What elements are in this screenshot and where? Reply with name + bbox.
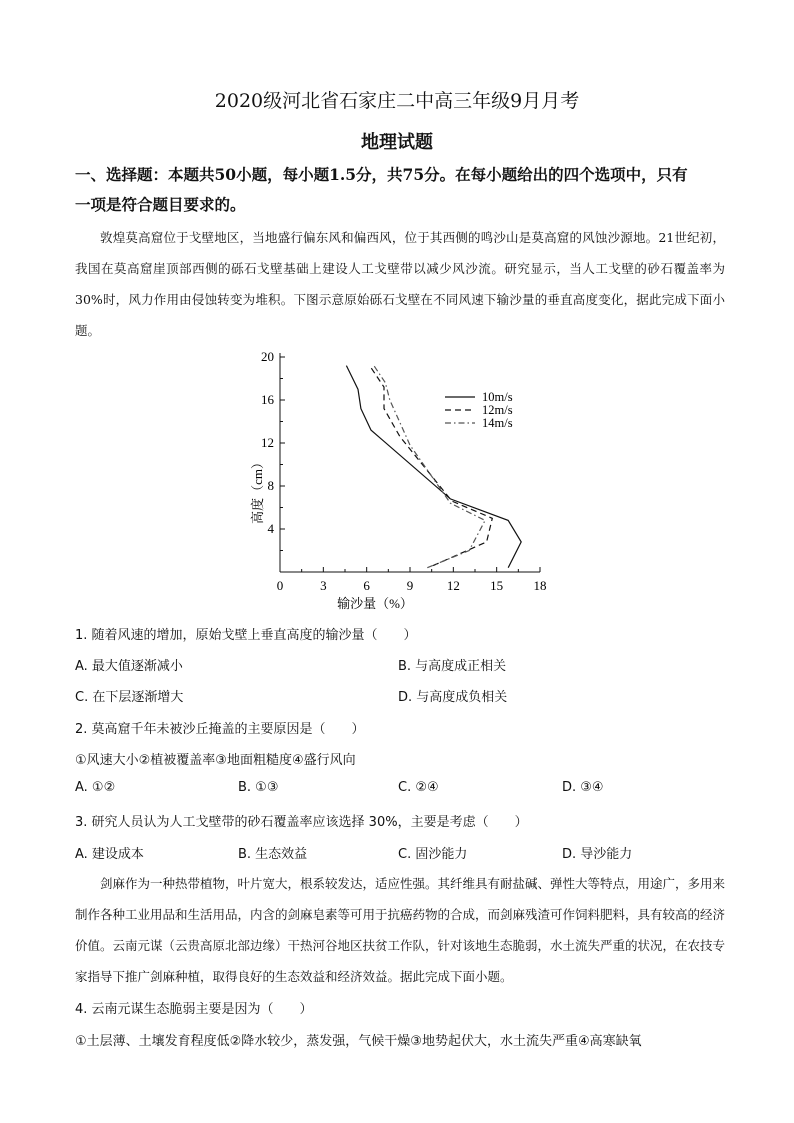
legend-label: 12m/s	[482, 403, 513, 417]
q1-option-b[interactable]: B. 与高度成正相关	[398, 659, 507, 674]
q3-option-c[interactable]: C. 固沙能力	[398, 847, 468, 862]
x-tick-label: 15	[490, 578, 504, 593]
question-2-stem: 2. 莫高窟千年未被沙丘掩盖的主要原因是（ ）	[75, 722, 365, 737]
x-tick-label: 6	[363, 578, 370, 593]
y-tick-label: 20	[261, 349, 274, 364]
x-tick-label: 9	[406, 578, 414, 593]
y-tick-label: 8	[267, 478, 274, 493]
series-line-14m-per-s	[374, 366, 485, 568]
q3-option-b[interactable]: B. 生态效益	[238, 847, 308, 862]
x-tick-label: 0	[276, 578, 284, 593]
page-title: 2020级河北省石家庄二中高三年级9月月考	[214, 90, 580, 112]
y-axis-label: 高度（cm）	[250, 456, 265, 524]
y-tick-label: 12	[261, 435, 274, 450]
chart-legend	[445, 390, 513, 430]
y-tick-label: 16	[261, 392, 274, 407]
x-tick-label: 18	[533, 578, 547, 593]
x-tick-label: 12	[446, 578, 460, 593]
q3-option-d[interactable]: D. 导沙能力	[562, 847, 633, 862]
legend-label: 10m/s	[482, 390, 513, 404]
passage-2: 剑麻作为一种热带植物，叶片宽大，根系较发达，适应性强。其纤维具有耐盐碱、弹性大等特点，用途广，多用来制作各种工业用品和生活用品，内含的剑麻皂素等可用于抗癌药物的合成，而剑麻残渣可作饲料肥料，具有较高的经济价值。云南元谋（云贵高原北部边缘）干热河谷地区扶贫工作队，针对该地生态脆弱，水土流失严重的状况，在农技专家指导下推广剑麻种植，取得良好的生态效益和经济效益。据此完成下面小题。	[75, 876, 726, 984]
question-4-items: ①土层薄、土壤发育程度低②降水较少，蒸发强，气候干燥③地势起伏大，水土流失严重④高寒缺氧	[75, 1034, 642, 1049]
y-tick-label: 4	[267, 521, 274, 536]
q3-option-a[interactable]: A. 建设成本	[75, 847, 144, 862]
q2-option-a[interactable]: A. ①②	[75, 780, 116, 795]
passage-1: 敦煌莫高窟位于戈壁地区，当地盛行偏东风和偏西风，位于其西侧的鸣沙山是莫高窟的风蚀沙源地。21世纪初，我国在莫高窟崖顶部西侧的砾石戈壁基础上建设人工戈壁带以减少风沙流。研究显示，当人工戈壁的砂石覆盖率为30%时，风力作用由侵蚀转变为堆积。下图示意原始砾石戈壁在不同风速下输沙量的垂直高度变化，据此完成下面小题。	[75, 230, 725, 338]
page-subtitle: 地理试题	[361, 132, 433, 153]
q2-option-d[interactable]: D. ③④	[562, 780, 604, 795]
question-2-items: ①风速大小②植被覆盖率③地面粗糙度④盛行风向	[75, 753, 356, 768]
q2-option-c[interactable]: C. ②④	[398, 780, 439, 795]
question-1-stem: 1. 随着风速的增加，原始戈壁上垂直高度的输沙量（ ）	[75, 628, 417, 643]
question-3-stem: 3. 研究人员认为人工戈壁带的砂石覆盖率应该选择 30%，主要是考虑（ ）	[75, 815, 528, 830]
q1-option-a[interactable]: A. 最大值逐渐减小	[75, 659, 183, 674]
x-tick-label: 3	[320, 578, 327, 593]
chart-ticks	[261, 349, 547, 593]
sand-transport-chart	[230, 345, 570, 615]
q1-option-c[interactable]: C. 在下层逐渐增大	[75, 690, 184, 705]
q2-option-b[interactable]: B. ①③	[238, 780, 279, 795]
legend-label: 14m/s	[482, 416, 513, 430]
series-line-12m-per-s	[370, 366, 493, 566]
section-heading-line1: 一、选择题：本题共50小题，每小题1.5分，共75分。在每小题给出的四个选项中，只有	[75, 165, 688, 184]
chart-axes	[280, 353, 540, 572]
x-axis-label: 输沙量（%）	[337, 596, 413, 611]
q1-option-d[interactable]: D. 与高度成负相关	[398, 690, 508, 705]
question-4-stem: 4. 云南元谋生态脆弱主要是因为（ ）	[75, 1002, 313, 1017]
section-heading-line2: 一项是符合题目要求的。	[75, 195, 246, 214]
